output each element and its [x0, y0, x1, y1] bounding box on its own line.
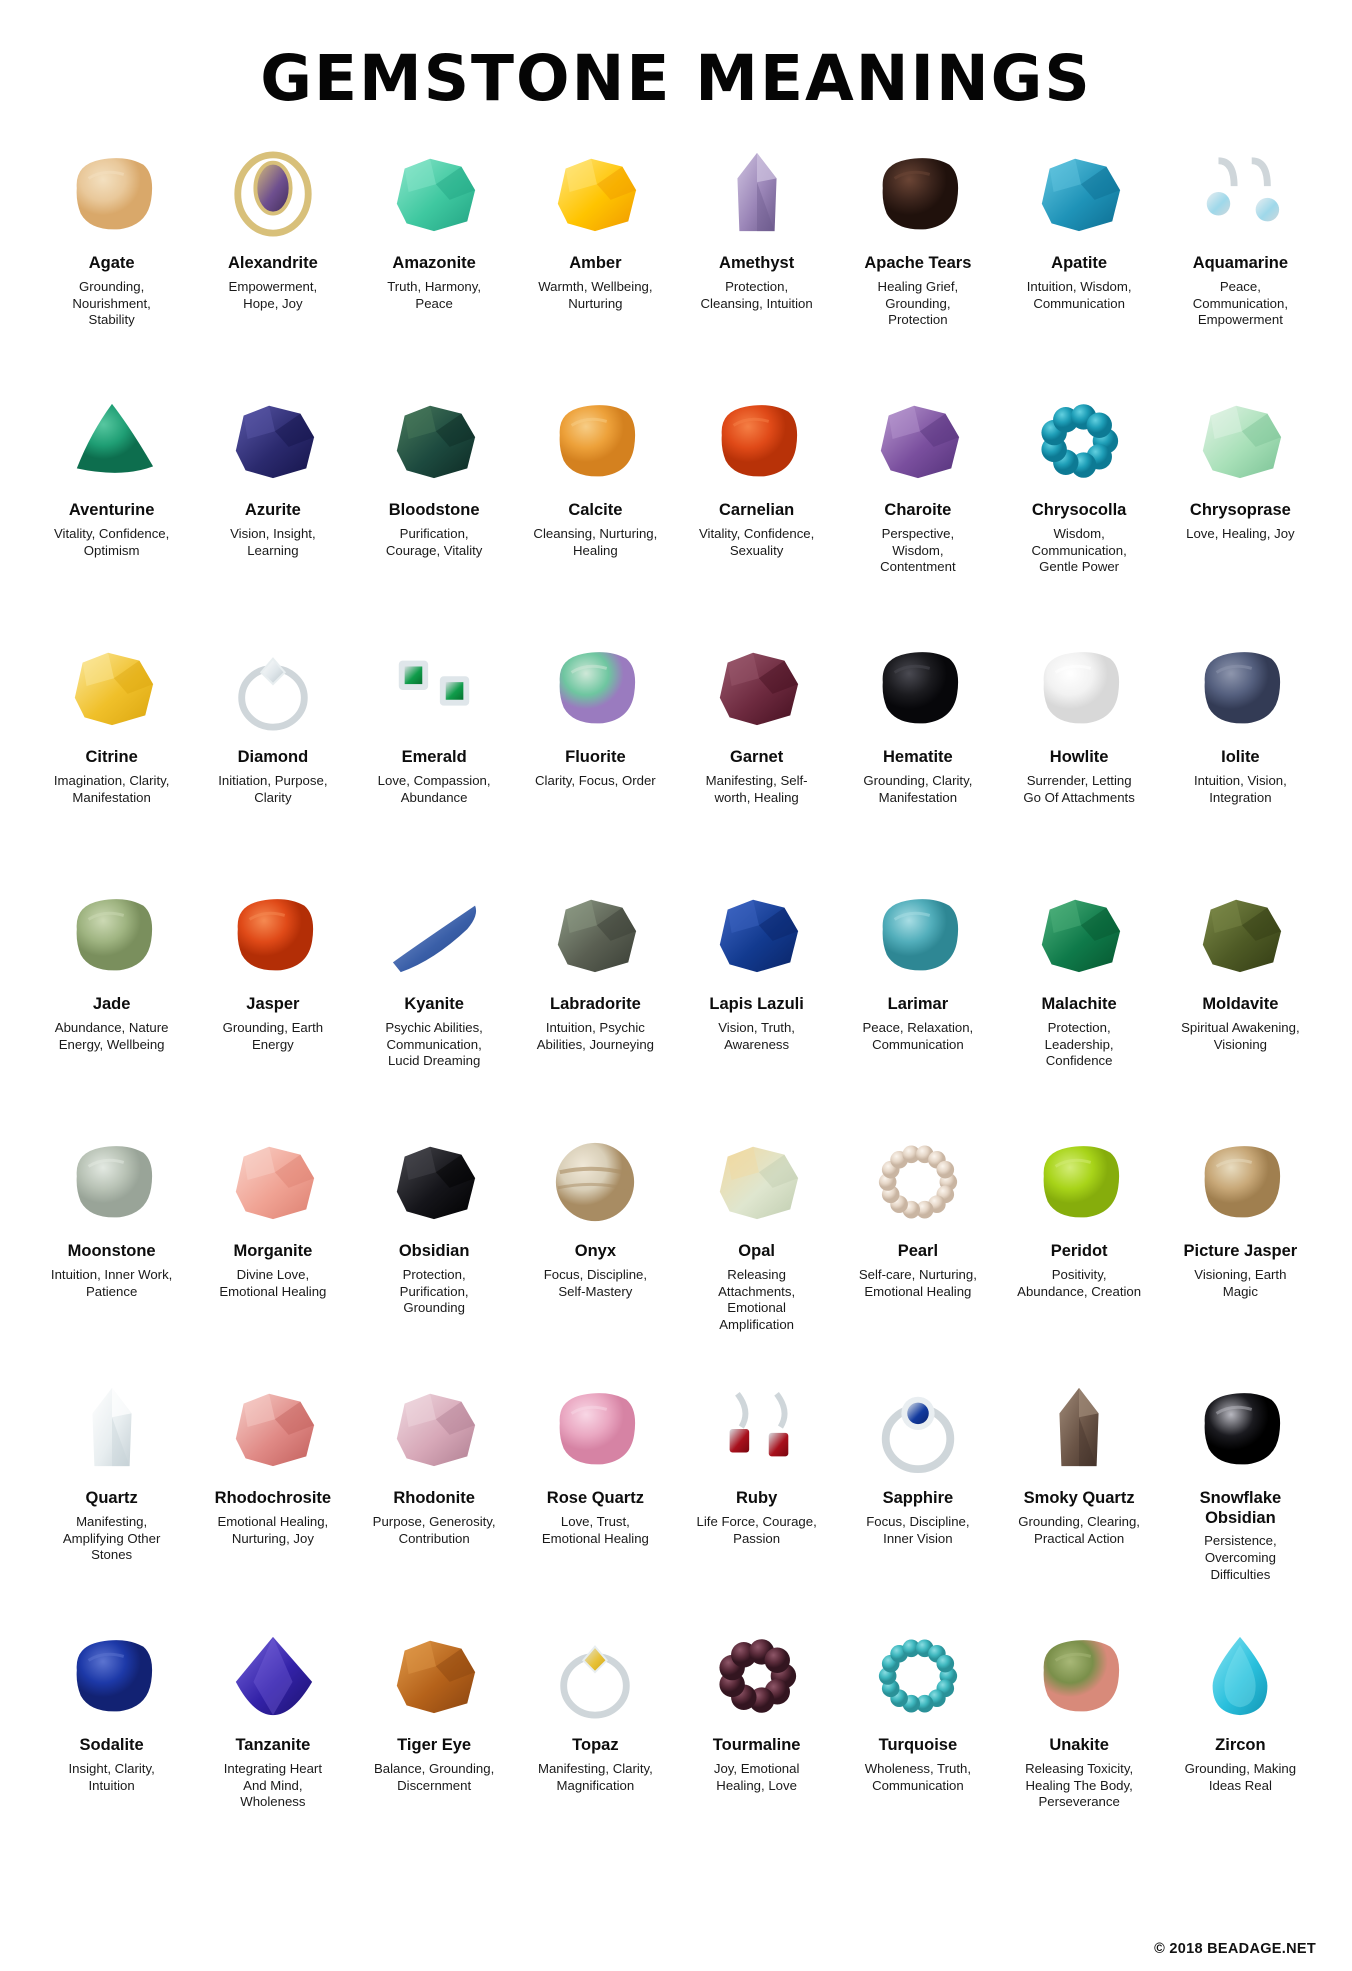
gemstone-name: Snowflake Obsidian [1199, 1489, 1282, 1527]
rose-quartz-stone [545, 1384, 645, 1474]
gemstone-name: Turquoise [878, 1736, 958, 1755]
howlite-stone [1029, 643, 1129, 733]
gemstone-meaning: Insight, Clarity, Intuition [68, 1760, 155, 1793]
gemstone-image [46, 634, 178, 742]
agate-stone [62, 149, 162, 239]
gemstone-image [207, 1622, 339, 1730]
gemstone-name: Sapphire [882, 1489, 954, 1508]
gemstone-image [1174, 140, 1306, 248]
gemstone-image [852, 1622, 984, 1730]
gemstone-card [840, 1369, 995, 1616]
gemstone-meaning: Intuition, Wisdom, Communication [1026, 278, 1132, 311]
gemstone-meaning: Surrender, Letting Go Of Attachments [1023, 772, 1135, 805]
tiger-eye-stone [384, 1631, 484, 1721]
gemstone-image [46, 387, 178, 495]
gemstone-image [1013, 634, 1145, 742]
moldavite-stone [1190, 890, 1290, 980]
gemstone-image [529, 140, 661, 248]
gemstone-image [529, 1128, 661, 1236]
gemstone-meaning: Visioning, Earth Magic [1194, 1266, 1287, 1299]
gemstone-card [1163, 1616, 1318, 1863]
gemstone-meaning: Grounding, Nourishment, Stability [72, 278, 151, 328]
gemstone-name: Lapis Lazuli [709, 995, 804, 1014]
gemstone-meaning: Peace, Communication, Empowerment [1192, 278, 1289, 328]
gemstone-meaning: Persistence, Overcoming Difficulties [1204, 1533, 1277, 1582]
gemstone-card [1002, 1369, 1157, 1616]
azurite-stone [223, 396, 323, 486]
gemstone-meaning: Grounding, Earth Energy [222, 1019, 324, 1052]
gemstone-image [691, 1375, 823, 1483]
gemstone-card [518, 381, 673, 628]
gemstone-meaning: Love, Trust, Emotional Healing [541, 1513, 649, 1546]
gemstone-image [207, 1128, 339, 1236]
gemstone-card [34, 1369, 189, 1616]
gemstone-card [518, 1122, 673, 1369]
gemstone-name: Sodalite [79, 1736, 144, 1755]
gemstone-card [34, 875, 189, 1122]
gemstone-image [1013, 140, 1145, 248]
gemstone-meaning: Releasing Toxicity, Healing The Body, Perseverance [1025, 1760, 1134, 1810]
amethyst-point [707, 149, 807, 239]
gemstone-name: Amethyst [719, 254, 795, 273]
gemstone-card [840, 134, 995, 381]
gemstone-meaning: Integrating Heart And Mind, Wholeness [223, 1760, 322, 1810]
gemstone-image [1013, 881, 1145, 989]
gemstone-card [34, 628, 189, 875]
gemstone-name: Calcite [568, 501, 623, 520]
gemstone-name: Ruby [736, 1489, 778, 1508]
gemstone-meaning: Balance, Grounding, Discernment [374, 1760, 495, 1793]
apatite-stone [1029, 149, 1129, 239]
amazonite-stone [384, 149, 484, 239]
gemstone-meaning: Positivity, Abundance, Creation [1017, 1266, 1142, 1299]
gemstone-name: Rhodonite [393, 1489, 475, 1508]
gemstone-name: Kyanite [404, 995, 464, 1014]
gemstone-image [207, 1375, 339, 1483]
gemstone-name: Rose Quartz [546, 1489, 644, 1508]
tanzanite-gem [223, 1631, 323, 1721]
gemstone-meaning: Emotional Healing, Nurturing, Joy [217, 1513, 329, 1546]
gemstone-name: Aquamarine [1192, 254, 1289, 273]
gemstone-image [852, 387, 984, 495]
gemstone-meaning: Divine Love, Emotional Healing [219, 1266, 327, 1299]
gemstone-name: Morganite [233, 1242, 313, 1261]
labradorite-stone [545, 890, 645, 980]
gemstone-card [1163, 1369, 1318, 1616]
gemstone-meaning: Vitality, Confidence, Sexuality [698, 525, 815, 558]
gemstone-name: Hematite [883, 748, 953, 767]
gemstone-meaning: Wisdom, Communication, Gentle Power [1031, 525, 1127, 575]
jade-stone [62, 890, 162, 980]
fluorite-stone [545, 643, 645, 733]
gemstone-image [1013, 387, 1145, 495]
morganite-stone [223, 1137, 323, 1227]
gemstone-card [518, 1616, 673, 1863]
gemstone-image [529, 1375, 661, 1483]
gemstone-card [1163, 134, 1318, 381]
garnet-stone [707, 643, 807, 733]
gemstone-card [840, 381, 995, 628]
gemstone-name: Rhodochrosite [214, 1489, 332, 1508]
picture-jasper-stone [1190, 1137, 1290, 1227]
gemstone-card [195, 875, 350, 1122]
gemstone-meaning: Clarity, Focus, Order [535, 772, 656, 788]
gemstone-card [195, 1122, 350, 1369]
emerald-earrings [384, 643, 484, 733]
gemstone-meaning: Grounding, Clearing, Practical Action [1018, 1513, 1140, 1546]
topaz-ring [545, 1631, 645, 1721]
gemstone-image [368, 1622, 500, 1730]
iolite-stone [1190, 643, 1290, 733]
gemstone-card [357, 1122, 512, 1369]
gemstone-meaning: Purification, Courage, Vitality [385, 525, 483, 558]
gemstone-card [195, 628, 350, 875]
gemstone-name: Topaz [572, 1736, 619, 1755]
gemstone-image [368, 881, 500, 989]
gemstone-image [46, 1128, 178, 1236]
gemstone-card [1163, 1122, 1318, 1369]
charoite-stone [868, 396, 968, 486]
gemstone-card [679, 1369, 834, 1616]
sodalite-stone [62, 1631, 162, 1721]
gemstone-meaning: Healing Grief, Grounding, Protection [877, 278, 959, 328]
gemstone-meaning: Spiritual Awakening, Visioning [1181, 1019, 1300, 1052]
gemstone-image [1013, 1622, 1145, 1730]
malachite-stone [1029, 890, 1129, 980]
gemstone-image [529, 634, 661, 742]
gemstone-card [840, 628, 995, 875]
gemstone-name: Moonstone [67, 1242, 156, 1261]
carnelian-stone [707, 396, 807, 486]
gemstone-name: Azurite [244, 501, 301, 520]
gemstone-name: Tourmaline [712, 1736, 801, 1755]
gemstone-image [1174, 1128, 1306, 1236]
quartz-point [62, 1384, 162, 1474]
gemstone-meaning: Abundance, Nature Energy, Wellbeing [54, 1019, 169, 1052]
gemstone-card [357, 381, 512, 628]
gemstone-name: Chrysoprase [1189, 501, 1291, 520]
gemstone-meaning: Intuition, Vision, Integration [1193, 772, 1287, 805]
gemstone-name: Quartz [85, 1489, 138, 1508]
gemstone-meaning: Truth, Harmony, Peace [387, 278, 482, 311]
gemstone-card [1002, 381, 1157, 628]
gemstone-name: Labradorite [549, 995, 641, 1014]
gemstone-meaning: Protection, Leadership, Confidence [1044, 1019, 1114, 1069]
gemstone-card [840, 1122, 995, 1369]
gemstone-name: Unakite [1049, 1736, 1109, 1755]
ruby-earrings [707, 1384, 807, 1474]
gemstone-card [195, 1369, 350, 1616]
gemstone-card [679, 381, 834, 628]
gemstone-meaning: Imagination, Clarity, Manifestation [53, 772, 170, 805]
gemstone-card [34, 381, 189, 628]
gemstone-meaning: Intuition, Inner Work, Patience [50, 1266, 173, 1299]
gemstone-image [46, 1622, 178, 1730]
gemstone-meaning: Love, Healing, Joy [1186, 525, 1295, 541]
gemstone-image [368, 634, 500, 742]
gemstone-name: Pearl [897, 1242, 939, 1261]
gemstone-meaning: Intuition, Psychic Abilities, Journeying [536, 1019, 655, 1052]
gemstone-card [518, 628, 673, 875]
gemstone-name: Carnelian [719, 501, 795, 520]
gemstone-card [1002, 628, 1157, 875]
gemstone-image [691, 1128, 823, 1236]
alexandrite-ring [223, 149, 323, 239]
gemstone-meaning: Love, Compassion, Abundance [377, 772, 491, 805]
aventurine-stone [62, 396, 162, 486]
gemstone-name: Smoky Quartz [1023, 1489, 1135, 1508]
gemstone-meaning: Focus, Discipline, Inner Vision [866, 1513, 970, 1546]
smoky-quartz-point [1029, 1384, 1129, 1474]
gemstone-image [691, 1622, 823, 1730]
gemstone-meaning: Grounding, Clarity, Manifestation [863, 772, 973, 805]
gemstone-image [207, 140, 339, 248]
gemstone-meaning: Perspective, Wisdom, Contentment [880, 525, 956, 575]
gemstone-name: Picture Jasper [1183, 1242, 1298, 1261]
citrine-stone [62, 643, 162, 733]
gemstone-meaning: Initiation, Purpose, Clarity [218, 772, 328, 805]
gemstone-name: Jade [92, 995, 131, 1014]
unakite-stone [1029, 1631, 1129, 1721]
gemstone-image [1013, 1375, 1145, 1483]
gemstone-name: Fluorite [565, 748, 626, 767]
moonstone-stone [62, 1137, 162, 1227]
gemstone-card [1002, 1616, 1157, 1863]
gemstone-image [46, 881, 178, 989]
gemstone-card [1002, 134, 1157, 381]
gemstone-card [518, 134, 673, 381]
gemstone-image [368, 1375, 500, 1483]
gemstone-meaning: Protection, Purification, Grounding [399, 1266, 469, 1316]
onyx-disc [545, 1137, 645, 1227]
gemstone-name: Chrysocolla [1031, 501, 1127, 520]
gemstone-card [195, 1616, 350, 1863]
calcite-stone [545, 396, 645, 486]
gemstone-name: Aventurine [68, 501, 155, 520]
rhodonite-stone [384, 1384, 484, 1474]
hematite-stone [868, 643, 968, 733]
obsidian-stone [384, 1137, 484, 1227]
gemstone-name: Charoite [884, 501, 952, 520]
gemstone-card [679, 875, 834, 1122]
gemstone-image [852, 881, 984, 989]
gemstone-card [357, 1616, 512, 1863]
opal-stone [707, 1137, 807, 1227]
gemstone-card [679, 134, 834, 381]
gemstone-image [46, 1375, 178, 1483]
gemstone-name: Iolite [1221, 748, 1260, 767]
gemstone-name: Tiger Eye [397, 1736, 472, 1755]
gemstone-image [207, 634, 339, 742]
kyanite-blade [384, 890, 484, 980]
gemstone-card [518, 1369, 673, 1616]
gemstone-name: Peridot [1050, 1242, 1108, 1261]
gemstone-meaning: Psychic Abilities, Communication, Lucid Dreaming [385, 1019, 483, 1069]
gemstone-name: Malachite [1041, 995, 1117, 1014]
gemstone-card [357, 1369, 512, 1616]
gemstone-image [852, 1375, 984, 1483]
chrysoprase-stone [1190, 396, 1290, 486]
gemstone-image [529, 881, 661, 989]
gemstone-meaning: Empowerment, Hope, Joy [228, 278, 318, 311]
larimar-stone [868, 890, 968, 980]
gemstone-card [1002, 1122, 1157, 1369]
gemstone-card [34, 134, 189, 381]
apache-tears-stone [868, 149, 968, 239]
gemstone-image [368, 387, 500, 495]
gemstone-image [207, 387, 339, 495]
gemstone-name: Apatite [1051, 254, 1108, 273]
gemstone-image [691, 387, 823, 495]
gemstone-card [357, 875, 512, 1122]
gemstone-image [1174, 1375, 1306, 1483]
gemstone-card [195, 381, 350, 628]
gemstone-name: Tanzanite [235, 1736, 311, 1755]
gemstone-name: Bloodstone [388, 501, 480, 520]
jasper-stone [223, 890, 323, 980]
gemstone-name: Opal [738, 1242, 775, 1261]
gemstone-meaning: Manifesting, Amplifying Other Stones [62, 1513, 161, 1563]
gemstone-meaning: Peace, Relaxation, Communication [862, 1019, 974, 1052]
gemstone-meaning: Releasing Attachments, Emotional Amplification [718, 1266, 796, 1333]
gemstone-card [840, 1616, 995, 1863]
zircon-gem [1190, 1631, 1290, 1721]
gemstone-image [1174, 881, 1306, 989]
gemstone-name: Citrine [85, 748, 138, 767]
gemstone-meaning: Cleansing, Nurturing, Healing [533, 525, 658, 558]
gemstone-name: Zircon [1215, 1736, 1266, 1755]
aquamarine-earrings [1190, 149, 1290, 239]
gemstone-meaning: Purpose, Generosity, Contribution [372, 1513, 496, 1546]
gemstone-meaning: Focus, Discipline, Self-Mastery [543, 1266, 648, 1299]
diamond-ring [223, 643, 323, 733]
gemstone-image [852, 634, 984, 742]
rhodochrosite-stone [223, 1384, 323, 1474]
copyright-footer: © 2018 BEADAGE.NET [1154, 1941, 1316, 1957]
gemstone-card [34, 1616, 189, 1863]
gemstone-name: Garnet [730, 748, 784, 767]
gemstone-name: Jasper [246, 995, 300, 1014]
gemstone-name: Agate [88, 254, 135, 273]
gemstone-name: Howlite [1049, 748, 1109, 767]
gemstone-meaning: Warmth, Wellbeing, Nurturing [538, 278, 653, 311]
chrysocolla-beads [1029, 396, 1129, 486]
gemstone-card [1002, 875, 1157, 1122]
gemstone-name: Amazonite [392, 254, 476, 273]
gemstone-image [1174, 634, 1306, 742]
gemstone-meaning: Protection, Cleansing, Intuition [700, 278, 813, 311]
gemstone-image [529, 1622, 661, 1730]
gemstone-card [357, 628, 512, 875]
tourmaline-beads [707, 1631, 807, 1721]
gemstone-image [1174, 387, 1306, 495]
gemstone-name: Amber [569, 254, 622, 273]
gemstone-name: Onyx [574, 1242, 617, 1261]
gemstone-image [852, 1128, 984, 1236]
gemstone-image [852, 140, 984, 248]
gemstone-image [1174, 1622, 1306, 1730]
gemstone-card [1163, 381, 1318, 628]
gemstone-image [691, 881, 823, 989]
gemstone-name: Diamond [237, 748, 309, 767]
gemstone-meaning: Manifesting, Clarity, Magnification [537, 1760, 653, 1793]
gemstone-card [518, 875, 673, 1122]
gemstone-card [1163, 628, 1318, 875]
gemstone-name: Alexandrite [227, 254, 318, 273]
gemstone-meaning: Wholeness, Truth, Communication [864, 1760, 972, 1793]
gemstone-card [34, 1122, 189, 1369]
snowflake-obsidian-stone [1190, 1384, 1290, 1474]
gemstone-meaning: Vision, Insight, Learning [230, 525, 316, 558]
gemstone-card [840, 875, 995, 1122]
gemstone-image [368, 1128, 500, 1236]
turquoise-beads [868, 1631, 968, 1721]
gemstone-meaning: Grounding, Making Ideas Real [1184, 1760, 1297, 1793]
gemstone-card [679, 628, 834, 875]
gemstone-name: Obsidian [398, 1242, 470, 1261]
sapphire-ring [868, 1384, 968, 1474]
peridot-stone [1029, 1137, 1129, 1227]
gemstone-card [1163, 875, 1318, 1122]
gemstone-card [679, 1616, 834, 1863]
gemstone-meaning: Manifesting, Self-worth, Healing [705, 772, 808, 805]
page-title: GEMSTONE MEANINGS [260, 42, 1092, 115]
pearl-bracelet [868, 1137, 968, 1227]
gemstone-image [691, 634, 823, 742]
gemstone-name: Larimar [887, 995, 949, 1014]
gemstone-grid [34, 134, 1318, 1863]
gemstone-meaning: Self-care, Nurturing, Emotional Healing [858, 1266, 977, 1299]
gemstone-meaning: Vision, Truth, Awareness [718, 1019, 795, 1052]
gemstone-image [207, 881, 339, 989]
gemstone-image [529, 387, 661, 495]
gemstone-image [368, 140, 500, 248]
gemstone-card [679, 1122, 834, 1369]
gemstone-card [357, 134, 512, 381]
gemstone-image [46, 140, 178, 248]
lapis-lazuli-stone [707, 890, 807, 980]
gemstone-meaning: Vitality, Confidence, Optimism [53, 525, 170, 558]
gemstone-image [1013, 1128, 1145, 1236]
amber-stone [545, 149, 645, 239]
gemstone-name: Moldavite [1202, 995, 1279, 1014]
gemstone-name: Emerald [401, 748, 467, 767]
bloodstone-stone [384, 396, 484, 486]
gemstone-image [691, 140, 823, 248]
gemstone-meaning: Life Force, Courage, Passion [696, 1513, 817, 1546]
gemstone-card [195, 134, 350, 381]
gemstone-name: Apache Tears [864, 254, 972, 273]
gemstone-meaning: Joy, Emotional Healing, Love [713, 1760, 800, 1793]
